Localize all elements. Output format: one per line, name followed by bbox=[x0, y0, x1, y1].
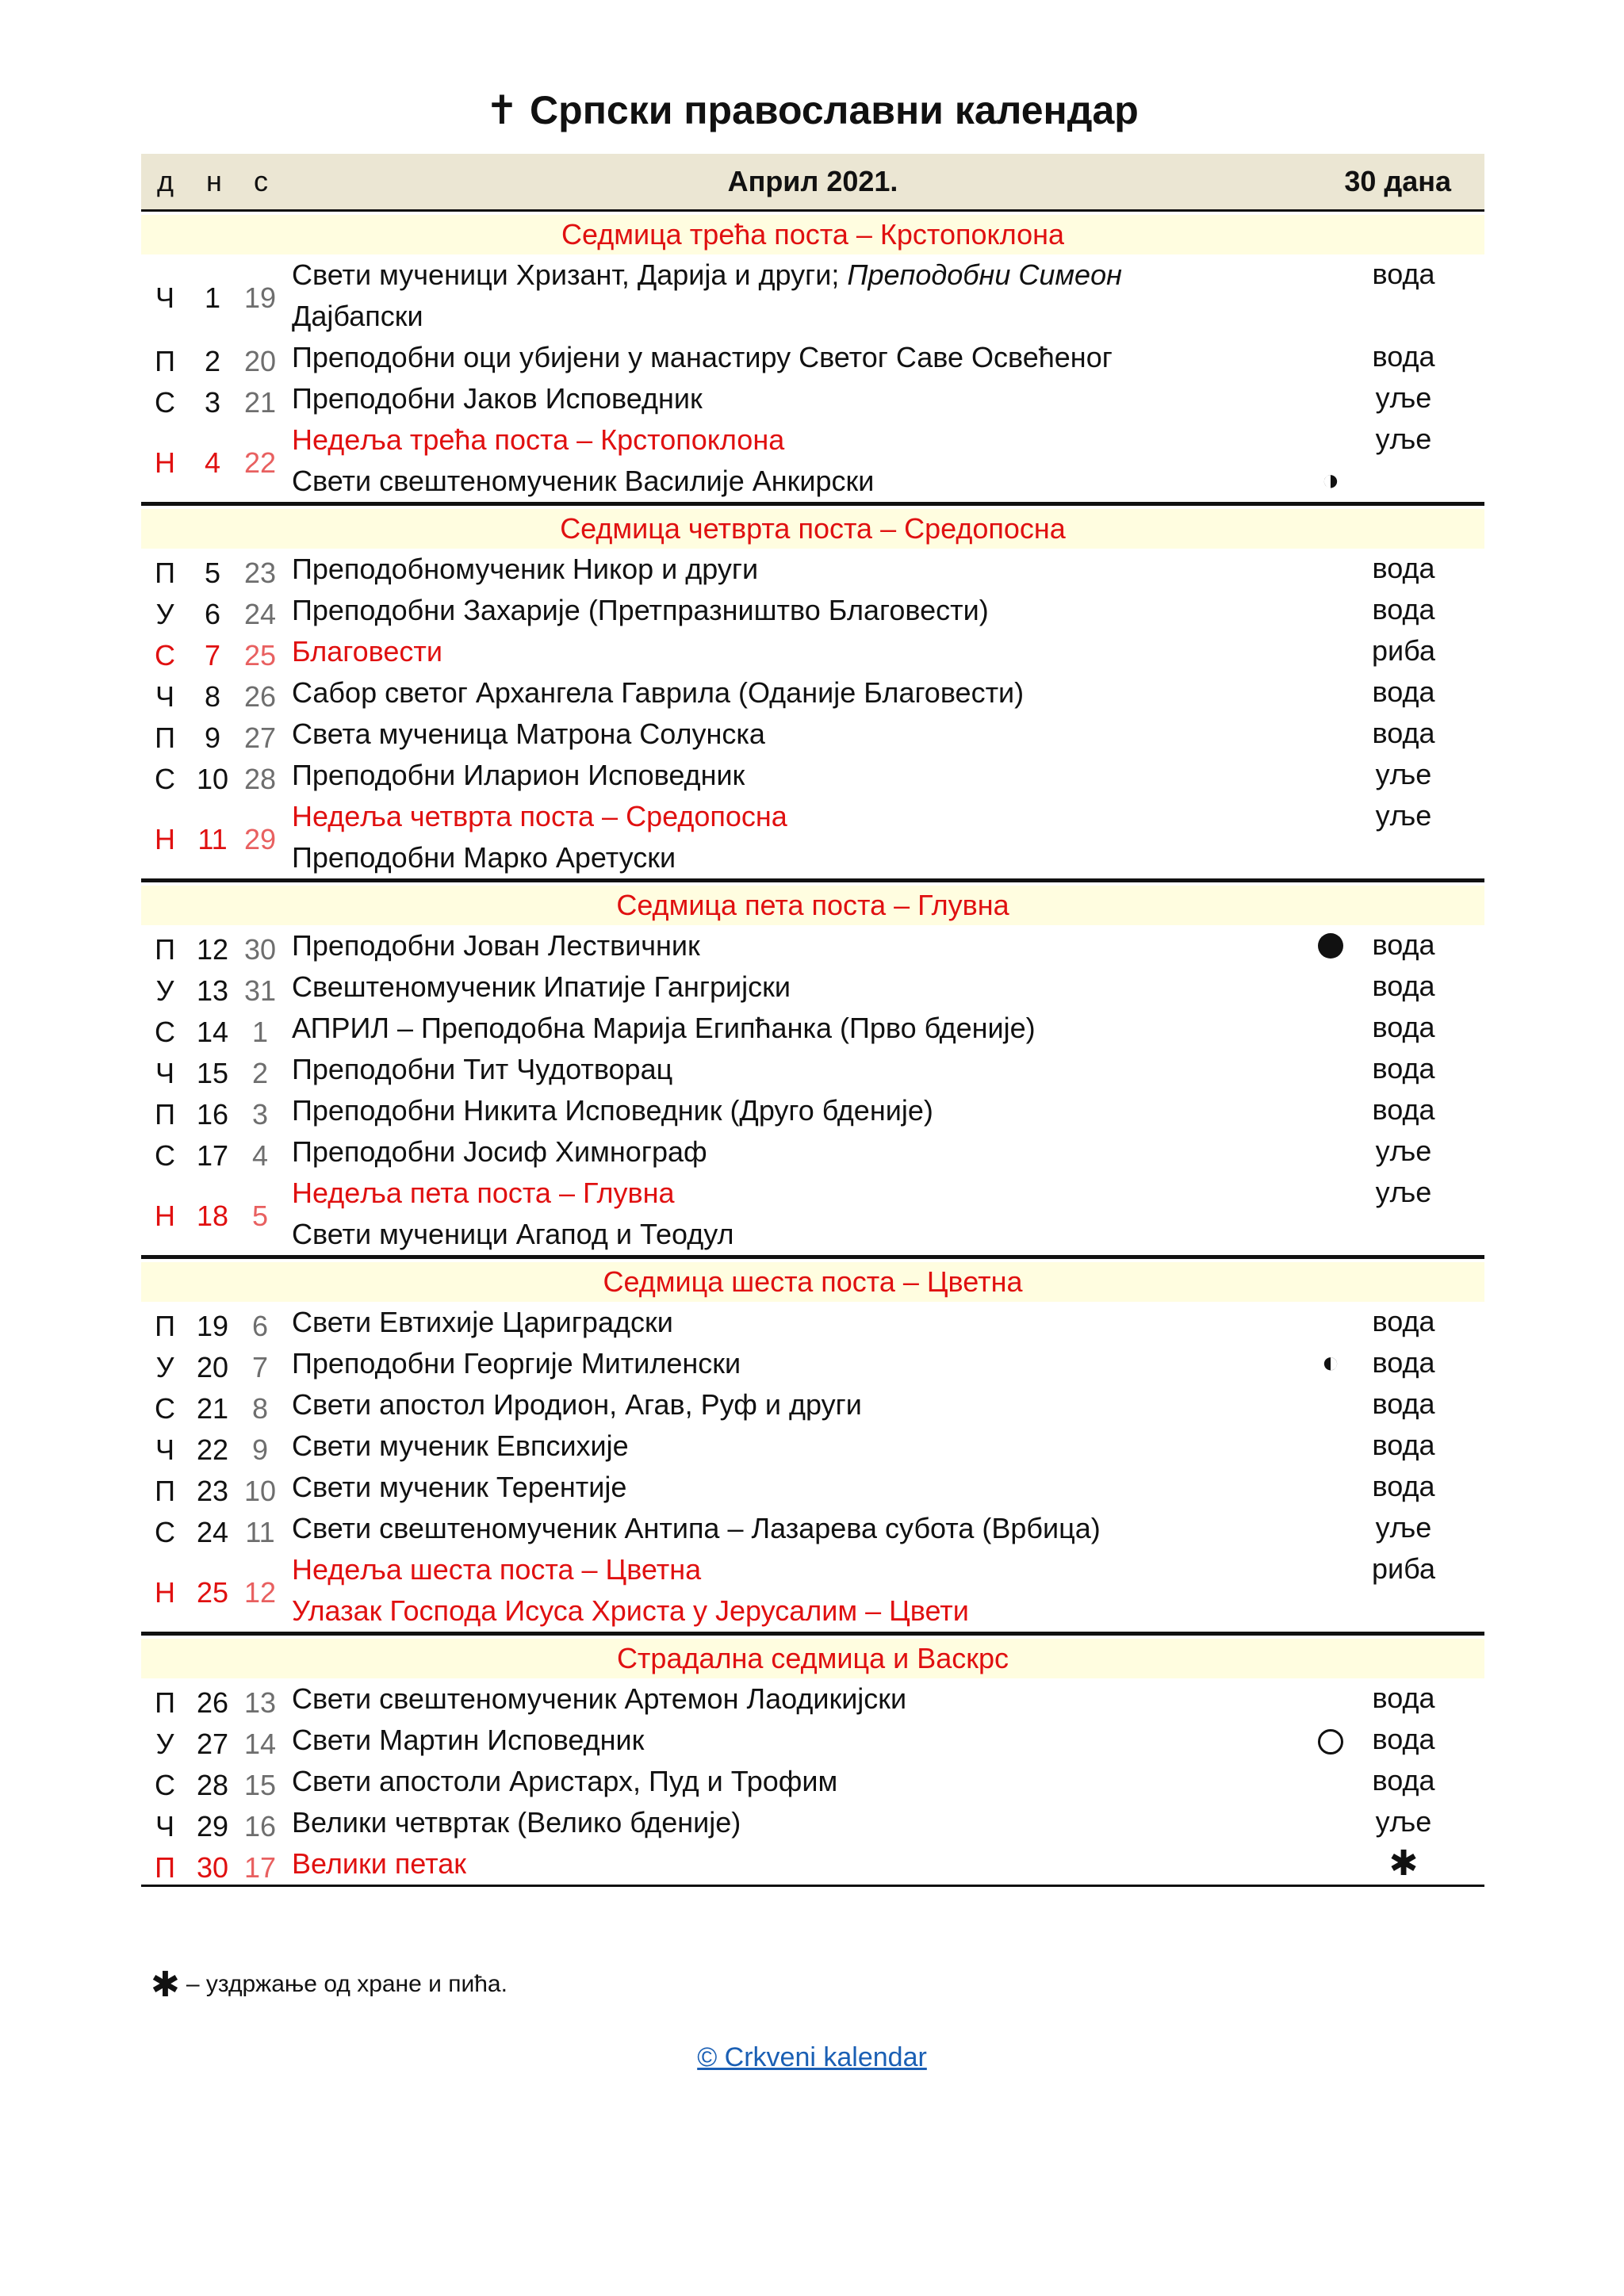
calendar-row bbox=[141, 254, 1484, 337]
week-title: Седмица пета поста – Глувна bbox=[141, 886, 1484, 925]
old-date: 30 bbox=[243, 933, 277, 966]
calendar-row bbox=[141, 549, 1484, 590]
week-section bbox=[141, 1639, 1484, 1887]
new-date: 1 bbox=[204, 281, 221, 314]
calendar-row bbox=[141, 1008, 1484, 1049]
feast-text bbox=[292, 1549, 1394, 1632]
old-date: 17 bbox=[243, 1851, 277, 1884]
weekday: У bbox=[155, 1351, 174, 1383]
feast-text bbox=[292, 1049, 1394, 1090]
feast-text bbox=[292, 1761, 1394, 1802]
days-count: 30 дана bbox=[1344, 165, 1451, 197]
feast-line-text: Преподобни Марко Аретуски bbox=[292, 841, 676, 874]
weekday: П bbox=[155, 1098, 175, 1131]
feast-line bbox=[292, 672, 1394, 714]
calendar-row bbox=[141, 590, 1484, 631]
feast-text bbox=[292, 1467, 1394, 1508]
feast-line bbox=[292, 966, 1394, 1008]
feast-line bbox=[292, 1173, 1394, 1214]
fasting-rule: вода bbox=[1372, 1346, 1435, 1379]
calendar-table bbox=[141, 154, 1484, 1887]
fasting-rule: вода bbox=[1372, 1682, 1435, 1714]
new-date: 14 bbox=[196, 1016, 229, 1048]
weekday: С bbox=[155, 1016, 175, 1048]
feast-text bbox=[292, 1508, 1394, 1549]
old-date: 28 bbox=[243, 763, 277, 795]
old-date: 26 bbox=[243, 680, 277, 713]
fasting-rule: вода bbox=[1372, 552, 1435, 584]
fasting-rule: вода bbox=[1372, 1305, 1435, 1337]
fasting-rule: уље bbox=[1375, 799, 1432, 832]
new-date: 9 bbox=[204, 721, 221, 754]
new-date: 30 bbox=[196, 1851, 229, 1884]
feast-line-text: Преподобни Јосиф Химнограф bbox=[292, 1135, 707, 1168]
fasting-rule: вода bbox=[1372, 1011, 1435, 1043]
new-date: 29 bbox=[196, 1810, 229, 1843]
weekday: С bbox=[155, 1769, 175, 1801]
old-date: 29 bbox=[243, 823, 277, 855]
feast-line-text: Свети мученици Хризант, Дарија и други; bbox=[292, 258, 848, 291]
feast-italic-text: Преподобни Симеон bbox=[847, 258, 1122, 291]
feast-line bbox=[292, 755, 1394, 796]
weekday: С bbox=[155, 1392, 175, 1425]
weekday: П bbox=[155, 345, 175, 377]
feast-text bbox=[292, 1090, 1394, 1131]
column-header-day: д bbox=[157, 165, 174, 197]
feast-line-text: Преподобни Тит Чудотворац bbox=[292, 1053, 673, 1085]
calendar-row bbox=[141, 1131, 1484, 1173]
weekday: С bbox=[155, 1139, 175, 1172]
calendar-row bbox=[141, 1090, 1484, 1131]
fasting-rule: вода bbox=[1372, 717, 1435, 749]
feast-line bbox=[292, 378, 1394, 419]
feast-text bbox=[292, 1802, 1394, 1843]
fasting-rule: вода bbox=[1372, 970, 1435, 1002]
fasting-rule: вода bbox=[1372, 675, 1435, 708]
fasting-rule: вода bbox=[1372, 258, 1435, 290]
feast-text bbox=[292, 1131, 1394, 1173]
feast-line-text: Свети свештеномученик Василије Анкирски bbox=[292, 465, 875, 497]
calendar-row bbox=[141, 631, 1484, 672]
weekday: Ч bbox=[155, 1433, 174, 1466]
feast-line-text: Недеља шеста поста – Цветна bbox=[292, 1553, 702, 1586]
calendar-row bbox=[141, 1343, 1484, 1384]
old-date: 4 bbox=[251, 1139, 269, 1172]
old-date: 15 bbox=[243, 1769, 277, 1801]
feast-text bbox=[292, 1720, 1394, 1761]
calendar-row bbox=[141, 337, 1484, 378]
feast-line-text: Свети мученик Евпсихије bbox=[292, 1429, 629, 1462]
fasting-rule: уље bbox=[1375, 1135, 1432, 1167]
table-header bbox=[141, 154, 1484, 212]
calendar-row bbox=[141, 714, 1484, 755]
calendar-row bbox=[141, 1678, 1484, 1720]
fasting-rule: вода bbox=[1372, 1723, 1435, 1755]
feast-line bbox=[292, 296, 1394, 337]
fasting-rule: вода bbox=[1372, 1387, 1435, 1420]
feast-line-text: Свети свештеномученик Артемон Лаодикијски bbox=[292, 1682, 907, 1715]
feast-line-text: Свештеномученик Ипатије Гангријски bbox=[292, 970, 791, 1003]
feast-line-text: Преподобни оци убијени у манастиру Светог Саве Освећеног bbox=[292, 341, 1113, 373]
feast-text bbox=[292, 966, 1394, 1008]
feast-line bbox=[292, 714, 1394, 755]
fasting-rule: вода bbox=[1372, 1470, 1435, 1502]
week-section bbox=[141, 886, 1484, 1259]
fasting-rule: риба bbox=[1372, 1552, 1435, 1585]
week-title: Седмица трећа поста – Крстопоклона bbox=[141, 215, 1484, 254]
feast-line bbox=[292, 419, 1394, 461]
feast-line bbox=[292, 1049, 1394, 1090]
feast-text bbox=[292, 672, 1394, 714]
old-date: 14 bbox=[243, 1728, 277, 1760]
weekday: П bbox=[155, 1686, 175, 1719]
feast-text bbox=[292, 1425, 1394, 1467]
feast-line bbox=[292, 1720, 1394, 1761]
old-date: 19 bbox=[243, 281, 277, 314]
feast-line bbox=[292, 254, 1394, 296]
feast-text bbox=[292, 337, 1394, 378]
new-date: 4 bbox=[204, 446, 221, 479]
asterisk-icon: ✱ bbox=[151, 1965, 180, 2004]
old-date: 6 bbox=[251, 1310, 269, 1342]
feast-text bbox=[292, 590, 1394, 631]
fasting-rule: вода bbox=[1372, 1093, 1435, 1126]
feast-line-text: АПРИЛ – Преподобна Марија Египћанка (Прво бденије) bbox=[292, 1012, 1036, 1044]
feast-line bbox=[292, 1761, 1394, 1802]
fasting-rule: уље bbox=[1375, 1176, 1432, 1208]
weekday: Ч bbox=[155, 281, 174, 314]
fasting-rule: уље bbox=[1375, 423, 1432, 455]
feast-line bbox=[292, 590, 1394, 631]
feast-text bbox=[292, 631, 1394, 672]
feast-line-text: Свети свештеномученик Антипа – Лазарева субота (Врбица) bbox=[292, 1512, 1101, 1544]
old-date: 13 bbox=[243, 1686, 277, 1719]
page-title bbox=[0, 87, 1624, 133]
feast-line bbox=[292, 1384, 1394, 1425]
weekday: У bbox=[155, 598, 174, 630]
old-date: 12 bbox=[243, 1576, 277, 1609]
week-title: Страдална седмица и Васкрс bbox=[141, 1639, 1484, 1678]
calendar-row bbox=[141, 1467, 1484, 1508]
weekday: У bbox=[155, 974, 174, 1007]
new-date: 28 bbox=[196, 1769, 229, 1801]
feast-text bbox=[292, 1173, 1394, 1255]
feast-text bbox=[292, 1302, 1394, 1343]
feast-line-text: Велики петак bbox=[292, 1847, 466, 1880]
weekday: Ч bbox=[155, 680, 174, 713]
feast-text bbox=[292, 419, 1394, 502]
feast-line bbox=[292, 837, 1394, 878]
feast-line-text: Света мученица Матрона Солунска bbox=[292, 718, 765, 750]
weekday: Н bbox=[155, 446, 175, 479]
cross-icon: ✝ bbox=[485, 88, 519, 132]
feast-line bbox=[292, 1090, 1394, 1131]
feast-line-text: Велики четвртак (Велико бденије) bbox=[292, 1806, 741, 1839]
weekday: Н bbox=[155, 823, 175, 855]
fasting-rule: вода bbox=[1372, 593, 1435, 626]
feast-line-text: Преподобни Јован Лествичник bbox=[292, 929, 700, 962]
quarter-moon-icon: ◐ bbox=[1321, 1346, 1340, 1380]
feast-line-text: Благовести bbox=[292, 635, 442, 668]
calendar-row bbox=[141, 1549, 1484, 1632]
old-date: 3 bbox=[251, 1098, 269, 1131]
new-date: 10 bbox=[196, 763, 229, 795]
feast-line-text: Улазак Господа Исуса Христа у Јерусалим – Цвети bbox=[292, 1594, 969, 1627]
weekday: Ч bbox=[155, 1057, 174, 1089]
fasting-rule: уље bbox=[1375, 1511, 1432, 1544]
calendar-row bbox=[141, 672, 1484, 714]
feast-line-text: Свети Евтихије Цариградски bbox=[292, 1306, 673, 1338]
fasting-rule: риба bbox=[1372, 634, 1435, 667]
old-date: 31 bbox=[243, 974, 277, 1007]
feast-text bbox=[292, 1008, 1394, 1049]
feast-line bbox=[292, 925, 1394, 966]
fasting-rule: уље bbox=[1375, 381, 1432, 414]
fasting-rule: уље bbox=[1375, 758, 1432, 790]
weekday: П bbox=[155, 557, 175, 589]
weekday: Н bbox=[155, 1576, 175, 1609]
new-date: 8 bbox=[204, 680, 221, 713]
feast-line-text: Свети мученици Агапод и Теодул bbox=[292, 1218, 734, 1250]
new-date: 6 bbox=[204, 598, 221, 630]
calendar-row bbox=[141, 755, 1484, 796]
week-section bbox=[141, 509, 1484, 882]
week-section bbox=[141, 1262, 1484, 1636]
feast-line-text: Недеља трећа поста – Крстопоклона bbox=[292, 423, 785, 456]
calendar-row bbox=[141, 1384, 1484, 1425]
calendar-row bbox=[141, 1049, 1484, 1090]
weekday: П bbox=[155, 1475, 175, 1507]
old-date: 8 bbox=[251, 1392, 269, 1425]
old-date: 5 bbox=[251, 1200, 269, 1232]
weekday: У bbox=[155, 1728, 174, 1760]
fasting-rule: вода bbox=[1372, 340, 1435, 373]
old-date: 9 bbox=[251, 1433, 269, 1466]
calendar-row bbox=[141, 1761, 1484, 1802]
feast-line-text: Дајбапски bbox=[292, 300, 423, 332]
feast-line bbox=[292, 1678, 1394, 1720]
old-date: 21 bbox=[243, 386, 277, 419]
feast-line-text: Недеља пета поста – Глувна bbox=[292, 1177, 675, 1209]
column-header-old-date: с bbox=[254, 165, 268, 197]
feast-line-text: Сабор светог Архангела Гаврила (Оданије Благовести) bbox=[292, 676, 1025, 709]
new-date: 17 bbox=[196, 1139, 229, 1172]
new-date: 26 bbox=[196, 1686, 229, 1719]
feast-text bbox=[292, 549, 1394, 590]
new-date: 15 bbox=[196, 1057, 229, 1089]
feast-line-text: Преподобни Никита Исповедник (Друго бденије) bbox=[292, 1094, 933, 1127]
calendar-row bbox=[141, 1508, 1484, 1549]
old-date: 22 bbox=[243, 446, 277, 479]
feast-line bbox=[292, 1131, 1394, 1173]
feast-text bbox=[292, 925, 1394, 966]
feast-line-text: Свети апостол Иродион, Агав, Руф и други bbox=[292, 1388, 862, 1421]
feast-line-text: Свети мученик Терентије bbox=[292, 1471, 627, 1503]
feast-text bbox=[292, 755, 1394, 796]
calendar-row bbox=[141, 796, 1484, 878]
feast-line bbox=[292, 1425, 1394, 1467]
weekday: С bbox=[155, 386, 175, 419]
old-date: 7 bbox=[251, 1351, 269, 1383]
new-date: 3 bbox=[204, 386, 221, 419]
feast-line-text: Преподобни Јаков Исповедник bbox=[292, 382, 703, 415]
feast-line bbox=[292, 1467, 1394, 1508]
feast-text bbox=[292, 1384, 1394, 1425]
new-date: 11 bbox=[197, 823, 228, 855]
feast-line-text: Недеља четврта поста – Средопосна bbox=[292, 800, 787, 832]
fast-asterisk-icon: ✱ bbox=[1388, 1844, 1419, 1883]
feast-line bbox=[292, 337, 1394, 378]
feast-line bbox=[292, 796, 1394, 837]
old-date: 24 bbox=[243, 598, 277, 630]
calendar-row bbox=[141, 1720, 1484, 1761]
feast-text bbox=[292, 796, 1394, 878]
feast-line bbox=[292, 1214, 1394, 1255]
weekday: Н bbox=[155, 1200, 175, 1232]
old-date: 2 bbox=[251, 1057, 269, 1089]
new-date: 19 bbox=[196, 1310, 229, 1342]
fasting-rule: вода bbox=[1372, 1052, 1435, 1085]
old-date: 16 bbox=[243, 1810, 277, 1843]
calendar-row bbox=[141, 925, 1484, 966]
new-date: 18 bbox=[196, 1200, 229, 1232]
week-title: Седмица шеста поста – Цветна bbox=[141, 1262, 1484, 1302]
fasting-rule: вода bbox=[1372, 1764, 1435, 1797]
feast-line bbox=[292, 1802, 1394, 1843]
column-header-new-date: н bbox=[206, 165, 222, 197]
calendar-row bbox=[141, 1843, 1484, 1885]
new-date: 22 bbox=[196, 1433, 229, 1466]
old-date: 20 bbox=[243, 345, 277, 377]
old-date: 25 bbox=[243, 639, 277, 672]
old-date: 10 bbox=[243, 1475, 277, 1507]
new-moon-icon bbox=[1307, 1723, 1354, 1762]
new-date: 16 bbox=[196, 1098, 229, 1131]
feast-line bbox=[292, 1008, 1394, 1049]
feast-line bbox=[292, 1843, 1394, 1885]
old-date: 27 bbox=[243, 721, 277, 754]
fasting-rule: уље bbox=[1375, 1805, 1432, 1838]
new-date: 2 bbox=[204, 345, 221, 377]
new-date: 7 bbox=[204, 639, 221, 672]
feast-line bbox=[292, 1590, 1394, 1632]
feast-line bbox=[292, 1302, 1394, 1343]
weekday: Ч bbox=[155, 1810, 174, 1843]
feast-line bbox=[292, 1508, 1394, 1549]
new-date: 13 bbox=[196, 974, 229, 1007]
feast-text bbox=[292, 254, 1394, 337]
calendar-row bbox=[141, 966, 1484, 1008]
calendar-row bbox=[141, 1425, 1484, 1467]
feast-line bbox=[292, 549, 1394, 590]
weeks-container bbox=[141, 215, 1484, 1887]
fasting-rule: вода bbox=[1372, 928, 1435, 961]
feast-text bbox=[292, 714, 1394, 755]
quarter-moon-icon: ◑ bbox=[1321, 464, 1340, 497]
week-section bbox=[141, 215, 1484, 506]
new-date: 27 bbox=[196, 1728, 229, 1760]
calendar-row bbox=[141, 419, 1484, 502]
calendar-row bbox=[141, 1802, 1484, 1843]
feast-line bbox=[292, 461, 1394, 502]
footnote bbox=[151, 1965, 508, 2005]
weekday: С bbox=[155, 639, 175, 672]
new-date: 21 bbox=[196, 1392, 229, 1425]
feast-line-text: Свети Мартин Исповедник bbox=[292, 1724, 645, 1756]
feast-line bbox=[292, 1343, 1394, 1384]
calendar-row bbox=[141, 1302, 1484, 1343]
feast-text bbox=[292, 1678, 1394, 1720]
weekday: П bbox=[155, 721, 175, 754]
feast-text bbox=[292, 378, 1394, 419]
full-moon-icon bbox=[1307, 928, 1354, 966]
weekday: П bbox=[155, 1310, 175, 1342]
feast-text bbox=[292, 1343, 1394, 1384]
calendar-row bbox=[141, 1173, 1484, 1255]
page-title-text: Српски православни календар bbox=[530, 88, 1139, 132]
feast-line-text: Преподобни Захарије (Претпразништво Благовести) bbox=[292, 594, 989, 626]
feast-line-text: Преподобномученик Никор и други bbox=[292, 553, 759, 585]
footnote-text: – уздржање од хране и пића. bbox=[186, 1971, 508, 1997]
new-date: 24 bbox=[196, 1516, 229, 1548]
old-date: 11 bbox=[245, 1516, 275, 1548]
weekday: П bbox=[155, 933, 175, 966]
feast-line-text: Преподобни Георгије Митиленски bbox=[292, 1347, 741, 1380]
new-date: 12 bbox=[196, 933, 229, 966]
new-date: 23 bbox=[196, 1475, 229, 1507]
feast-line-text: Свети апостоли Аристарх, Пуд и Трофим bbox=[292, 1765, 838, 1797]
new-date: 25 bbox=[196, 1576, 229, 1609]
month-label: Април 2021. bbox=[727, 165, 898, 197]
calendar-row bbox=[141, 378, 1484, 419]
old-date: 23 bbox=[243, 557, 277, 589]
old-date: 1 bbox=[251, 1016, 269, 1048]
weekday: С bbox=[155, 1516, 175, 1548]
fasting-rule: вода bbox=[1372, 1429, 1435, 1461]
week-title: Седмица четврта поста – Средопосна bbox=[141, 509, 1484, 549]
feast-line bbox=[292, 631, 1394, 672]
new-date: 5 bbox=[204, 557, 221, 589]
new-date: 20 bbox=[196, 1351, 229, 1383]
weekday: П bbox=[155, 1851, 175, 1884]
feast-line bbox=[292, 1549, 1394, 1590]
weekday: С bbox=[155, 763, 175, 795]
feast-text bbox=[292, 1843, 1394, 1885]
feast-line-text: Преподобни Иларион Исповедник bbox=[292, 759, 745, 791]
credit-link[interactable]: © Crkveni kalendar bbox=[697, 2042, 927, 2072]
